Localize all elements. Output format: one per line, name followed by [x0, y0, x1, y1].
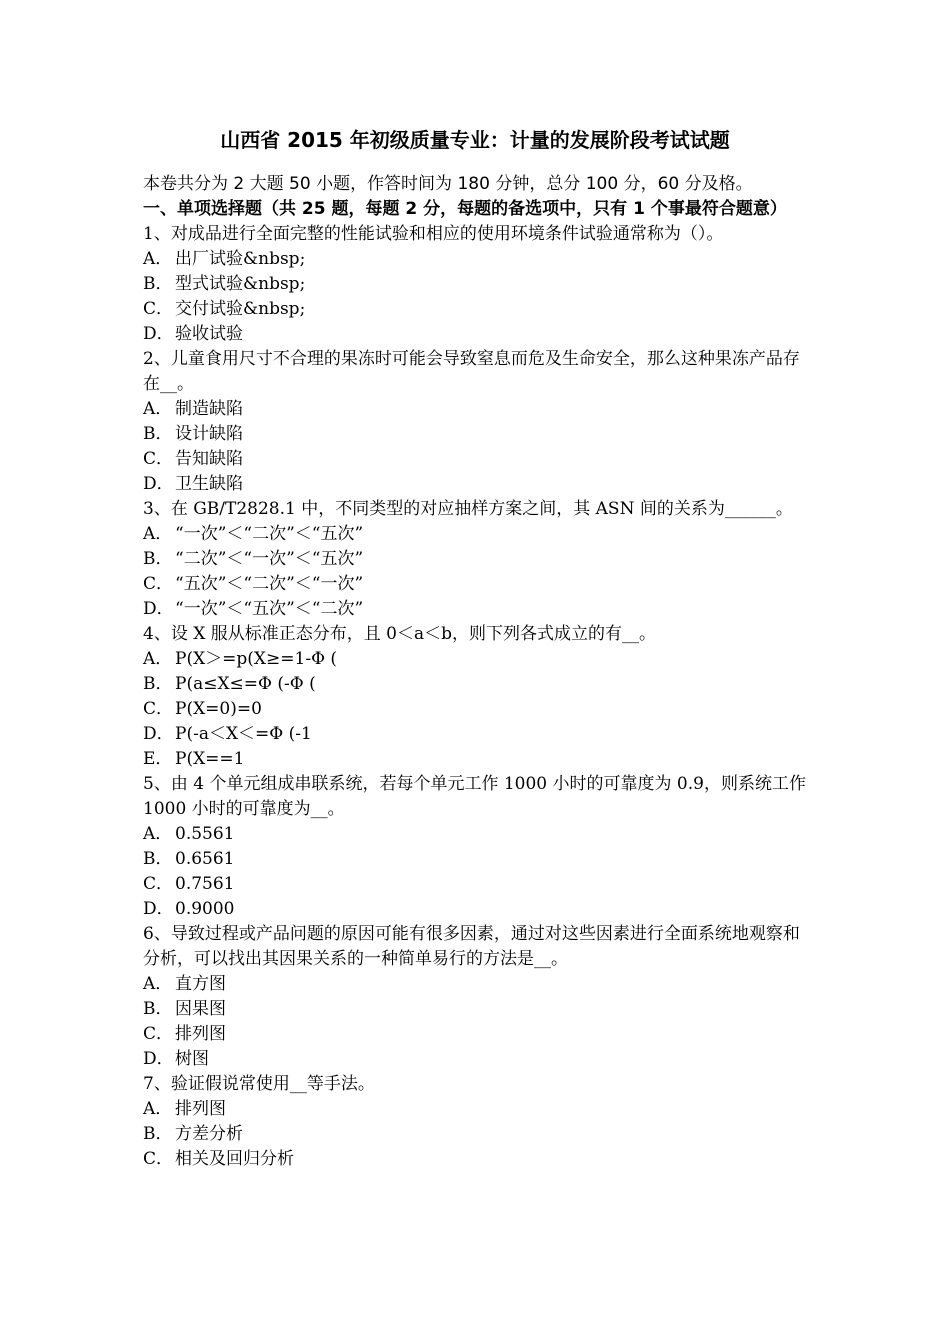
question-block — [143, 622, 815, 772]
option-letter: D． — [143, 899, 174, 919]
option-text: 出厂试验&nbsp; — [175, 249, 306, 269]
option-text: 型式试验&nbsp; — [175, 274, 306, 294]
option-letter: C． — [143, 299, 174, 319]
option-text: 交付试验&nbsp; — [175, 299, 306, 319]
question-stem: 5、由 4 个单元组成串联系统，若每个单元工作 1000 小时的可靠度为 0.9，则系统工作 1000 小时的可靠度为__。 — [143, 774, 806, 819]
answer-option — [143, 747, 815, 772]
answer-option — [143, 447, 815, 472]
answer-option — [143, 397, 815, 422]
option-text: 相关及回归分析 — [175, 1149, 294, 1169]
option-letter: D． — [143, 599, 174, 619]
question-block — [143, 222, 815, 347]
option-letter: C． — [143, 699, 174, 719]
option-text: “一次”＜“二次”＜“五次” — [175, 524, 364, 544]
option-letter: B． — [143, 424, 173, 444]
answer-option — [143, 1047, 815, 1072]
question-stem: 6、导致过程或产品问题的原因可能有很多因素，通过对这些因素进行全面系统地观察和分析，可以找出其因果关系的一种简单易行的方法是__。 — [143, 924, 800, 969]
option-letter: B． — [143, 549, 173, 569]
question-stem: 3、在 GB/T2828.1 中，不同类型的对应抽样方案之间，其 ASN 间的关系为______。 — [143, 499, 793, 519]
answer-option — [143, 972, 815, 997]
answer-option — [143, 297, 815, 322]
option-letter: D． — [143, 474, 174, 494]
answer-option — [143, 472, 815, 497]
option-letter: A． — [143, 824, 173, 844]
option-text: 制造缺陷 — [175, 399, 243, 419]
option-letter: A． — [143, 249, 173, 269]
option-text: P(X==1 — [175, 749, 245, 769]
option-letter: A． — [143, 649, 173, 669]
option-letter: C． — [143, 1024, 174, 1044]
answer-option — [143, 1122, 815, 1147]
option-letter: C． — [143, 449, 174, 469]
option-letter: A． — [143, 399, 173, 419]
question-list — [143, 222, 815, 1172]
answer-option — [143, 272, 815, 297]
option-letter: C． — [143, 1149, 174, 1169]
option-text: 告知缺陷 — [175, 449, 243, 469]
answer-option — [143, 572, 815, 597]
answer-option — [143, 1147, 815, 1172]
option-letter: B． — [143, 1124, 173, 1144]
option-text: 方差分析 — [175, 1124, 243, 1144]
question-block — [143, 347, 815, 497]
option-text: P(-a＜X＜=Φ (-1 — [175, 724, 312, 744]
option-letter: A． — [143, 1099, 173, 1119]
option-letter: A． — [143, 524, 173, 544]
option-letter: E． — [143, 749, 173, 769]
question-block — [143, 1072, 815, 1172]
answer-option — [143, 722, 815, 747]
question-stem: 2、儿童食用尺寸不合理的果冻时可能会导致窒息而危及生命安全，那么这种果冻产品存在__。 — [143, 349, 800, 394]
option-text: “一次”＜“五次”＜“二次” — [175, 599, 364, 619]
question-block — [143, 772, 815, 922]
option-text: 直方图 — [175, 974, 226, 994]
option-letter: D． — [143, 324, 174, 344]
document-title: 山西省 2015 年初级质量专业：计量的发展阶段考试试题 — [220, 128, 730, 152]
option-text: P(X＞=p(X≥=1-Φ ( — [175, 649, 338, 669]
question-block — [143, 497, 815, 622]
option-letter: D． — [143, 724, 174, 744]
option-text: 排列图 — [175, 1099, 226, 1119]
answer-option — [143, 422, 815, 447]
option-text: P(a≤X≤=Φ (-Φ ( — [175, 674, 316, 694]
option-text: 0.7561 — [175, 874, 235, 894]
answer-option — [143, 1022, 815, 1047]
option-letter: B． — [143, 274, 173, 294]
option-text: 0.5561 — [175, 824, 235, 844]
option-text: 因果图 — [175, 999, 226, 1019]
question-stem: 7、验证假说常使用__等手法。 — [143, 1074, 375, 1094]
document-body — [143, 172, 815, 1172]
answer-option — [143, 597, 815, 622]
option-letter: B． — [143, 999, 173, 1019]
question-stem: 1、对成品进行全面完整的性能试验和相应的使用环境条件试验通常称为（）。 — [143, 224, 724, 244]
option-text: 0.9000 — [175, 899, 235, 919]
option-text: 0.6561 — [175, 849, 235, 869]
exam-intro: 本卷共分为 2 大题 50 小题，作答时间为 180 分钟，总分 100 分，60 分及格。 — [143, 174, 753, 194]
option-text: “五次”＜“二次”＜“一次” — [175, 574, 364, 594]
answer-option — [143, 247, 815, 272]
option-text: 树图 — [175, 1049, 209, 1069]
answer-option — [143, 872, 815, 897]
section-header: 一、单项选择题（共 25 题，每题 2 分，每题的备选项中，只有 1 个事最符合题意） — [143, 199, 787, 219]
option-text: 设计缺陷 — [175, 424, 243, 444]
option-letter: C． — [143, 874, 174, 894]
option-text: 验收试验 — [175, 324, 243, 344]
answer-option — [143, 672, 815, 697]
option-letter: D． — [143, 1049, 174, 1069]
option-text: 卫生缺陷 — [175, 474, 243, 494]
answer-option — [143, 897, 815, 922]
answer-option — [143, 697, 815, 722]
answer-option — [143, 322, 815, 347]
answer-option — [143, 847, 815, 872]
option-text: 排列图 — [175, 1024, 226, 1044]
option-text: P(X=0)=0 — [175, 699, 262, 719]
option-letter: A． — [143, 974, 173, 994]
option-letter: B． — [143, 849, 173, 869]
answer-option — [143, 822, 815, 847]
question-block — [143, 922, 815, 1072]
question-stem: 4、设 X 服从标准正态分布，且 0＜a＜b，则下列各式成立的有__。 — [143, 624, 656, 644]
option-letter: B． — [143, 674, 173, 694]
answer-option — [143, 522, 815, 547]
answer-option — [143, 547, 815, 572]
answer-option — [143, 647, 815, 672]
answer-option — [143, 1097, 815, 1122]
answer-option — [143, 997, 815, 1022]
option-text: “二次”＜“一次”＜“五次” — [175, 549, 364, 569]
option-letter: C． — [143, 574, 174, 594]
